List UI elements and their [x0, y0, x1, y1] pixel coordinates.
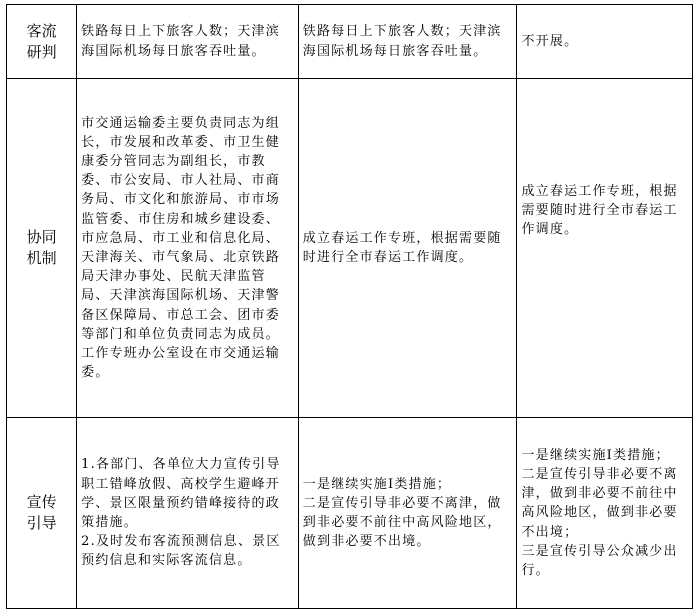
cell-text: 成立春运工作专班，根据需要随时进行全市春运工作调度。: [521, 184, 678, 238]
row-header-label: 协同 机制: [26, 228, 57, 267]
row-header-label: 客流 研判: [26, 21, 57, 61]
cell-passenger-analysis-col1: [77, 5, 299, 79]
cell-text: 铁路每日上下旅客人数；天津滨海国际机场每日旅客吞吐量。: [81, 24, 280, 59]
cell-text: 二是宣传引导非必要不离津，做到非必要不前往中高风险地区，做到非必要不出境。: [302, 495, 502, 550]
row-header-coordination: [7, 79, 77, 418]
table-row-publicity: [7, 418, 693, 609]
cell-text: 2.及时发布客流预测信息、景区预约信息和实际客流信息。: [81, 534, 281, 569]
cell-text: 一是继续实施I类措施；: [521, 447, 670, 463]
cell-text: 二是宣传引导非必要不离津，做到非必要不前往中高风险地区，做到非必要不出境；: [521, 466, 678, 540]
table-row-passenger-analysis: [7, 5, 693, 79]
cell-text: 铁路每日上下旅客人数；天津滨海国际机场每日旅客吞吐量。: [302, 24, 502, 59]
cell-coordination-col1: [77, 79, 299, 418]
row-header-passenger-analysis: [7, 5, 77, 79]
cell-text: 三是宣传引导公众减少出行。: [521, 543, 678, 578]
policy-table: [6, 4, 693, 609]
row-header-publicity: [7, 418, 77, 609]
row-header-label: 宣传 引导: [26, 493, 57, 532]
cell-text: 1.各部门、各单位大力宣传引导职工错峰放假、高校学生避峰开学、景区限量预约错峰接待的政策措施。: [81, 457, 281, 530]
cell-text: 不开展。: [521, 33, 579, 49]
cell-passenger-analysis-col2: [298, 5, 517, 79]
cell-coordination-col3: [517, 79, 693, 418]
table-row-coordination: [7, 79, 693, 418]
cell-publicity-col1: [77, 418, 299, 609]
cell-coordination-col2: [298, 79, 517, 418]
cell-text: 市交通运输委主要负责同志为组长，市发展和改革委、市卫生健康委分管同志为副组长，市教委、市公安局、市人社局、市商务局、市文化和旅游局、市市场监管委、市住房和城乡建设委、市应急局、市工业和信息化局、天津海关、市气象局、北京铁路局天津办事处、民航天津监管局、天津滨海国际机场、天津警备区保障局、市总工会、团市委等部门和单位负责同志为成员。工作专班办公室设在市交通运输委。: [81, 115, 280, 381]
cell-text: 一是继续实施I类措施；: [302, 476, 452, 492]
cell-text: 成立春运工作专班，根据需要随时进行全市春运工作调度。: [302, 230, 502, 265]
cell-publicity-col3: [517, 418, 693, 609]
cell-publicity-col2: [298, 418, 517, 609]
cell-passenger-analysis-col3: [517, 5, 693, 79]
